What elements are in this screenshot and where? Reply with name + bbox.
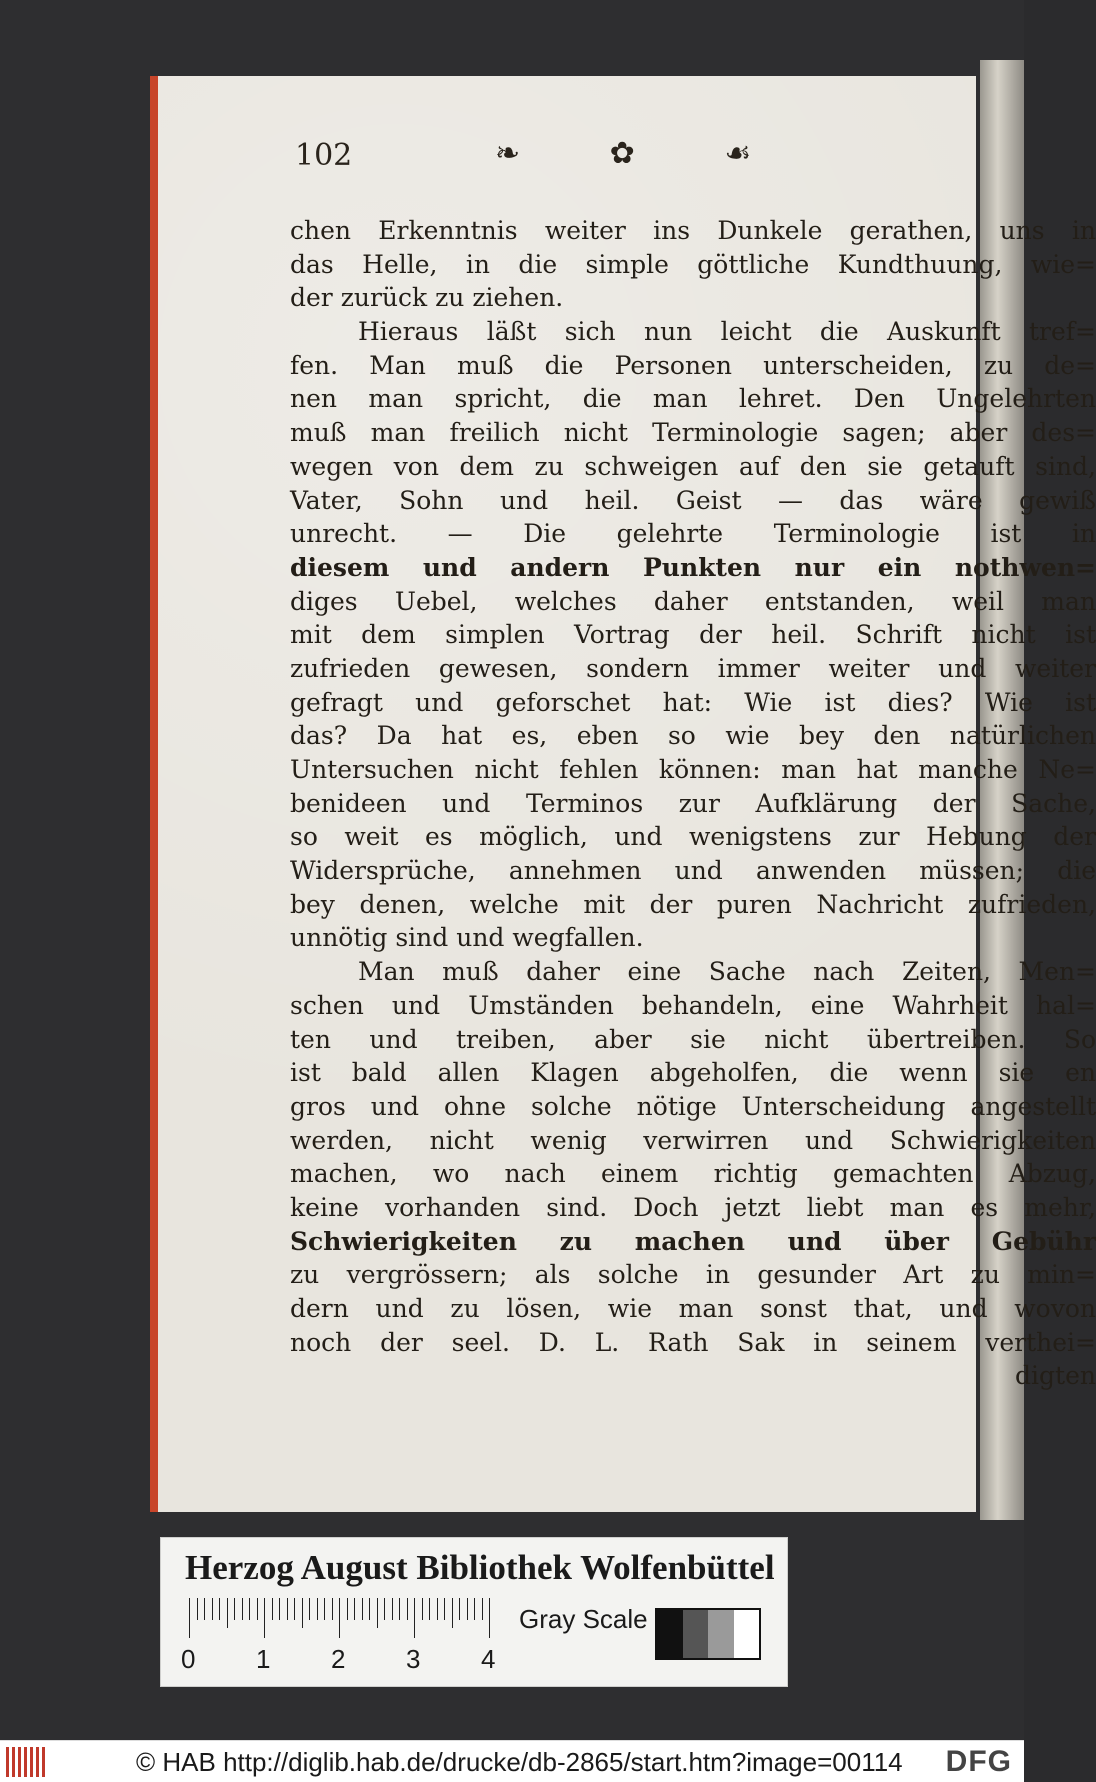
text-line: nen man spricht, die man lehret. Den Ungelehrten <box>290 384 1096 414</box>
ruler-number: 3 <box>406 1644 421 1674</box>
text-line: fen. Man muß die Personen unterscheiden, zu de= <box>290 350 1096 380</box>
text-line: zufrieden gewesen, sondern immer weiter und weiter <box>290 653 1096 683</box>
ruler-tick <box>324 1598 325 1620</box>
text-line: noch der seel. D. L. Rath Sak in seinem verthei= <box>290 1327 1096 1357</box>
ruler <box>189 1598 489 1638</box>
ruler-tick <box>264 1598 265 1638</box>
ruler-number: 4 <box>481 1644 496 1674</box>
text-line: Schwierigkeiten zu machen und über Gebühr <box>290 1226 1096 1256</box>
ruler-tick <box>407 1598 408 1620</box>
text-line: zu vergrössern; als solche in gesunder Art zu min= <box>290 1260 1096 1290</box>
ruler-tick <box>354 1598 355 1620</box>
copyright-link[interactable]: © HAB http://diglib.hab.de/drucke/db-2865/start.htm?image=00114 <box>136 1747 903 1777</box>
ruler-tick <box>302 1598 303 1628</box>
text-line: gefragt und geforschet hat: Wie ist dies? Wie ist <box>290 687 1096 717</box>
gray-swatch <box>657 1610 683 1658</box>
ruler-tick <box>467 1598 468 1620</box>
ruler-tick <box>489 1598 490 1638</box>
text-line: machen, wo nach einem richtig gemachten Abzug, <box>290 1159 1096 1189</box>
text-line: ten und treiben, aber sie nicht übertreiben. So <box>290 1024 1096 1054</box>
text-line: gros und ohne solche nötige Unterscheidung angestellt <box>290 1091 1096 1121</box>
text-line: chen Erkenntnis weiter ins Dunkele gerathen, uns in <box>290 216 1096 245</box>
gray-swatch <box>683 1610 709 1658</box>
ruler-tick <box>392 1598 393 1620</box>
text-line: Hieraus läßt sich nun leicht die Auskunft tref= <box>358 317 1096 347</box>
book-page <box>150 76 1096 1512</box>
ruler-tick <box>219 1598 220 1620</box>
ruler-tick <box>429 1598 430 1620</box>
ruler-tick <box>377 1598 378 1628</box>
ruler-tick <box>197 1598 198 1620</box>
gray-scale-label: Gray Scale <box>519 1604 648 1634</box>
ruler-tick <box>339 1598 340 1638</box>
gray-swatch <box>734 1610 760 1658</box>
ruler-tick <box>444 1598 445 1620</box>
ruler-tick <box>332 1598 333 1620</box>
text-line: das? Da hat es, eben so wie bey den natürlichen <box>290 721 1096 751</box>
ruler-tick <box>257 1598 258 1620</box>
ruler-tick <box>317 1598 318 1620</box>
ruler-tick <box>347 1598 348 1620</box>
header-ornament: ❧ ✿ ☙ <box>495 136 792 171</box>
ruler-tick <box>459 1598 460 1620</box>
ruler-tick <box>249 1598 250 1620</box>
text-line: diges Uebel, welches daher entstanden, weil man <box>290 586 1096 616</box>
gray-scale-swatches <box>655 1608 761 1660</box>
ruler-tick <box>399 1598 400 1620</box>
footer-bar <box>0 1740 1024 1782</box>
ruler-tick <box>422 1598 423 1620</box>
text-line: der zurück zu ziehen. <box>290 283 564 313</box>
text-line: diesem und andern Punkten nur ein nothwen= <box>290 552 1096 582</box>
ruler-tick <box>189 1598 190 1638</box>
ruler-number: 1 <box>256 1644 271 1674</box>
ruler-tick <box>362 1598 363 1620</box>
text-line: keine vorhanden sind. Doch jetzt liebt man es mehr, <box>290 1192 1096 1222</box>
ruler-tick <box>437 1598 438 1620</box>
dfg-logo: DFG <box>945 1745 1012 1778</box>
ruler-tick <box>227 1598 228 1628</box>
hab-logo-icon <box>6 1747 46 1777</box>
ruler-tick <box>212 1598 213 1620</box>
text-line: Untersuchen nicht fehlen können: man hat manche Ne= <box>290 755 1096 784</box>
text-line: bey denen, welche mit der puren Nachricht zufrieden, <box>290 889 1096 919</box>
color-calibration-bar <box>160 1537 788 1687</box>
ruler-tick <box>242 1598 243 1620</box>
text-line: das Helle, in die simple göttliche Kundthuung, wie= <box>290 249 1096 279</box>
ruler-number: 2 <box>331 1644 346 1674</box>
text-line: benideen und Terminos zur Aufklärung der Sache, <box>290 788 1096 818</box>
ruler-tick <box>482 1598 483 1620</box>
text-line: Man muß daher eine Sache nach Zeiten, Men= <box>358 957 1096 987</box>
text-line: Vater, Sohn und heil. Geist — das wäre gewiß <box>290 485 1096 515</box>
ruler-tick <box>279 1598 280 1620</box>
text-line: digten <box>1015 1361 1096 1391</box>
ruler-tick <box>272 1598 273 1620</box>
page-text <box>290 214 1096 1393</box>
text-line: unrecht. — Die gelehrte Terminologie ist in <box>290 519 1096 549</box>
ruler-tick <box>384 1598 385 1620</box>
ruler-tick <box>414 1598 415 1638</box>
ruler-tick <box>287 1598 288 1620</box>
text-line: mit dem simplen Vortrag der heil. Schrift nicht ist <box>290 620 1096 650</box>
ruler-tick <box>452 1598 453 1628</box>
text-line: schen und Umständen behandeln, eine Wahrheit hal= <box>290 990 1096 1020</box>
ruler-tick <box>294 1598 295 1620</box>
text-line: so weit es möglich, und wenigstens zur Hebung der <box>290 822 1096 852</box>
text-line: ist bald allen Klagen abgeholfen, die wenn sie en <box>290 1058 1096 1088</box>
text-line: Widersprüche, annehmen und anwenden müssen; die <box>290 856 1096 886</box>
text-line: muß man freilich nicht Terminologie sagen; aber des= <box>290 418 1096 448</box>
ruler-tick <box>309 1598 310 1620</box>
page-edge <box>150 76 158 1512</box>
text-line: unnötig sind und wegfallen. <box>290 923 644 953</box>
text-line: wegen von dem zu schweigen auf den sie getauft sind, <box>290 451 1096 481</box>
ruler-tick <box>204 1598 205 1620</box>
page-number: 102 <box>295 138 353 173</box>
gray-swatch <box>708 1610 734 1658</box>
ruler-number: 0 <box>181 1644 196 1674</box>
ruler-tick <box>474 1598 475 1620</box>
text-line: werden, nicht wenig verwirren und Schwierigkeiten <box>290 1125 1096 1155</box>
library-name: Herzog August Bibliothek Wolfenbüttel <box>185 1548 775 1587</box>
ruler-tick <box>369 1598 370 1620</box>
ruler-tick <box>234 1598 235 1620</box>
text-line: dern und zu lösen, wie man sonst that, und wovon <box>290 1294 1096 1323</box>
